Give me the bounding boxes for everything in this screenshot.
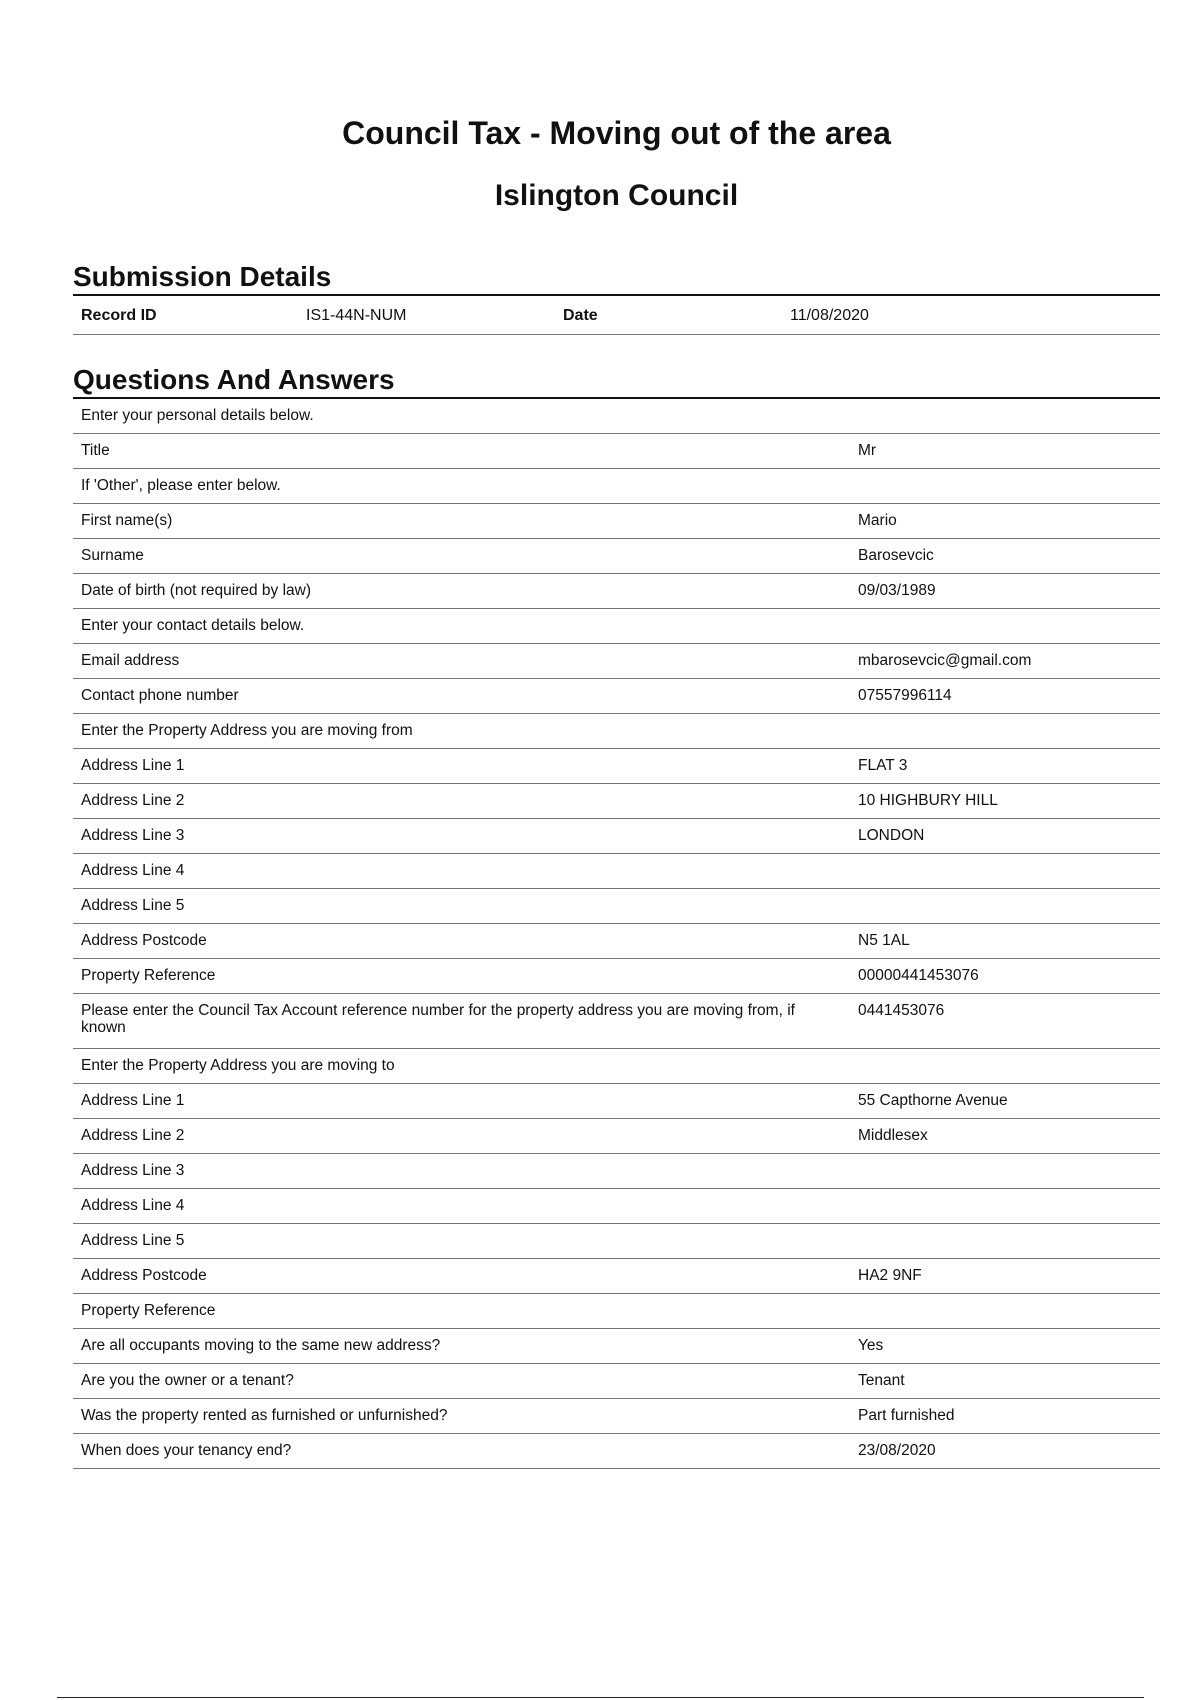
qa-answer <box>848 1057 1160 1076</box>
qa-row <box>73 1399 1160 1434</box>
qa-row <box>73 714 1160 749</box>
document-title: Council Tax - Moving out of the area <box>342 115 891 151</box>
qa-row <box>73 1189 1160 1224</box>
date-value: 11/08/2020 <box>790 307 869 324</box>
qa-question: Surname <box>81 547 144 564</box>
qa-question: Are all occupants moving to the same new address? <box>81 1337 441 1354</box>
qa-answer: 09/03/1989 <box>858 582 936 599</box>
qa-row <box>73 1119 1160 1154</box>
qa-answer <box>848 1232 1160 1251</box>
qa-question: Address Postcode <box>81 932 207 949</box>
qa-question: Address Line 1 <box>81 757 185 774</box>
qa-question: Address Line 3 <box>81 1162 185 1179</box>
qa-question: Are you the owner or a tenant? <box>81 1372 294 1389</box>
qa-row <box>73 959 1160 994</box>
qa-answer: mbarosevcic@gmail.com <box>858 652 1032 669</box>
footer-divider <box>57 1697 1144 1698</box>
qa-question: Enter your personal details below. <box>81 407 314 424</box>
qa-question: Address Line 2 <box>81 1127 185 1144</box>
qa-answer: N5 1AL <box>858 932 910 949</box>
qa-answer: Part furnished <box>858 1407 955 1424</box>
record-id-label: Record ID <box>81 307 157 324</box>
qa-answer: HA2 9NF <box>858 1267 922 1284</box>
document-subtitle: Islington Council <box>494 179 739 212</box>
qa-question: Address Line 5 <box>81 897 185 914</box>
qa-question: Enter the Property Address you are moving from <box>81 722 413 739</box>
qa-row <box>73 784 1160 819</box>
submission-details-heading: Submission Details <box>73 261 1160 296</box>
qa-row <box>73 539 1160 574</box>
qa-row <box>73 994 1160 1049</box>
qa-row <box>73 1294 1160 1329</box>
qa-question: Email address <box>81 652 180 669</box>
qa-question: Contact phone number <box>81 687 239 704</box>
qa-answer: 07557996114 <box>858 687 952 704</box>
qa-answer: 10 HIGHBURY HILL <box>858 792 998 809</box>
qa-row <box>73 1364 1160 1399</box>
qa-question: Enter the Property Address you are moving to <box>81 1057 395 1074</box>
qa-row <box>73 1084 1160 1119</box>
date-label: Date <box>563 307 598 324</box>
qa-question: Address Line 3 <box>81 827 185 844</box>
qa-question: Address Postcode <box>81 1267 207 1284</box>
qa-answer: LONDON <box>858 827 925 844</box>
qa-row <box>73 924 1160 959</box>
qa-question: Property Reference <box>81 1302 216 1319</box>
qa-answer <box>848 1162 1160 1181</box>
qa-question: When does your tenancy end? <box>81 1442 292 1459</box>
qa-question: First name(s) <box>81 512 173 529</box>
qa-answer: Middlesex <box>858 1127 928 1144</box>
qa-row <box>73 434 1160 469</box>
qa-answer <box>848 407 1160 426</box>
qa-answer <box>848 897 1160 916</box>
qa-row <box>73 1434 1160 1469</box>
qa-row <box>73 574 1160 609</box>
submission-details-table <box>73 298 1160 335</box>
qa-answer <box>848 722 1160 741</box>
qa-row <box>73 679 1160 714</box>
qa-answer: Barosevcic <box>858 547 934 564</box>
qa-row <box>73 504 1160 539</box>
qa-row <box>73 609 1160 644</box>
qa-row <box>73 819 1160 854</box>
qa-answer <box>848 862 1160 881</box>
qa-answer: Yes <box>858 1337 884 1354</box>
qa-question: Please enter the Council Tax Account reference number for the property address you are moving from, if known <box>81 1002 795 1036</box>
qa-question: If 'Other', please enter below. <box>81 477 281 494</box>
qa-row <box>73 469 1160 504</box>
qa-row <box>73 644 1160 679</box>
qa-answer: 0441453076 <box>858 1002 945 1019</box>
qa-question: Was the property rented as furnished or unfurnished? <box>81 1407 448 1424</box>
qa-answer: 00000441453076 <box>858 967 979 984</box>
questions-answers-table <box>73 399 1160 1469</box>
record-id-value: IS1-44N-NUM <box>306 307 407 324</box>
qa-question: Property Reference <box>81 967 216 984</box>
qa-question: Date of birth (not required by law) <box>81 582 312 599</box>
qa-row <box>73 1049 1160 1084</box>
qa-answer <box>848 1197 1160 1216</box>
qa-question: Address Line 1 <box>81 1092 185 1109</box>
qa-question: Address Line 4 <box>81 1197 185 1214</box>
qa-row <box>73 399 1160 434</box>
qa-answer: FLAT 3 <box>858 757 908 774</box>
qa-answer <box>848 617 1160 636</box>
qa-answer: 23/08/2020 <box>858 1442 936 1459</box>
qa-row <box>73 1154 1160 1189</box>
qa-answer <box>848 477 1160 496</box>
qa-answer: Mario <box>858 512 897 529</box>
questions-answers-heading: Questions And Answers <box>73 364 1160 399</box>
qa-answer: 55 Capthorne Avenue <box>858 1092 1008 1109</box>
qa-question: Address Line 4 <box>81 862 185 879</box>
qa-answer: Tenant <box>858 1372 905 1389</box>
qa-answer <box>848 1302 1160 1321</box>
qa-row <box>73 854 1160 889</box>
qa-question: Address Line 5 <box>81 1232 185 1249</box>
qa-row <box>73 1259 1160 1294</box>
qa-row <box>73 889 1160 924</box>
qa-question: Address Line 2 <box>81 792 185 809</box>
qa-answer: Mr <box>858 442 877 459</box>
qa-question: Title <box>81 442 110 459</box>
qa-row <box>73 749 1160 784</box>
qa-question: Enter your contact details below. <box>81 617 305 634</box>
qa-row <box>73 1329 1160 1364</box>
qa-row <box>73 1224 1160 1259</box>
